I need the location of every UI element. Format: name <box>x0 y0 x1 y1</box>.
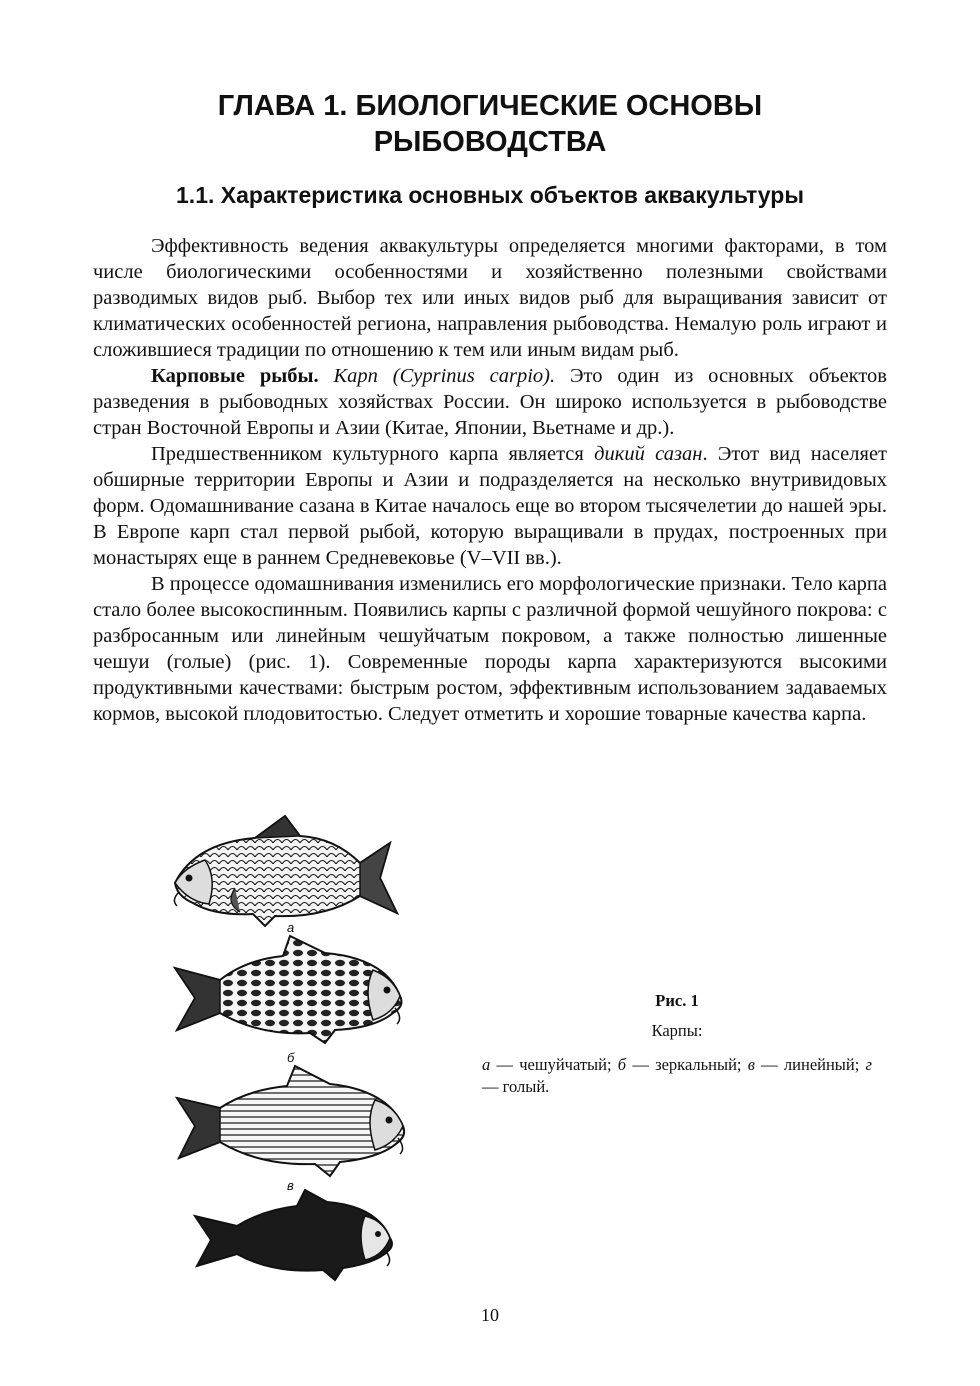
legend-a-text: — чешуйчатый; <box>490 1055 618 1074</box>
paragraph-2-bold: Карповые рыбы. <box>151 365 319 387</box>
carp-figure <box>165 808 410 1288</box>
carp-mirror-drawing <box>175 936 401 1043</box>
body-text <box>93 233 887 727</box>
figure-label-a: а <box>287 920 295 935</box>
section-title: 1.1. Характеристика основных объектов аквакультуры <box>176 182 804 208</box>
legend-d-letter: г <box>865 1055 872 1074</box>
legend-c-letter: в <box>747 1055 755 1074</box>
paragraph-3-italic: дикий сазан <box>594 443 703 465</box>
legend-b-letter: б <box>617 1055 627 1074</box>
paragraph-2-rest: Это один из основных объектов разведения в рыбоводных хозяйствах России. Он широко используется в рыбоводстве стран Восточной Европы и Азии (Китае, Японии, Вьетнаме и др.). <box>93 365 887 439</box>
legend-a-letter: а <box>482 1055 491 1074</box>
chapter-title <box>90 88 890 160</box>
figure-label-c: в <box>287 1178 294 1193</box>
paragraph-3 <box>93 441 887 571</box>
paragraph-2-italic: Карп (Cyprinus carpio). <box>333 365 556 387</box>
legend-b-text: — зеркальный; <box>626 1055 748 1074</box>
caption-legend <box>482 1054 872 1098</box>
caption-subtitle: Карпы: <box>651 1021 703 1040</box>
paragraph-4: В процессе одомашнивания изменились его морфологические признаки. Тело карпа стало более высокоспинным. Появились карпы с различной формой чешуйного покрова: с разбросанным или линейным чешуйчатым покровом, а также полностью лишенные чешуи (голые) (рис. 1). Современные породы карпа характеризуются высокими продуктивными качествами: быстрым ростом, эффективным использованием задаваемых кормов, высокой плодовитостью. Следует отметить и хорошие товарные качества карпа. <box>93 573 887 725</box>
paragraph-2 <box>93 363 887 441</box>
legend-d-text: — голый. <box>482 1077 550 1096</box>
page-number: 10 <box>481 1305 499 1325</box>
carp-scaled-drawing <box>174 816 397 926</box>
figure-caption <box>482 990 872 1098</box>
paragraph-1: Эффективность ведения аквакультуры определяется многими факторами, в том числе биологическими особенностями и хозяйственно полезными свойствами разводимых видов рыб. Выбор тех или иных видов рыб для выращивания зависит от климатических особенностей региона, направления рыбоводства. Немалую роль играют и сложившиеся традиции по отношению к тем или иным видам рыб. <box>93 235 887 361</box>
figure-label-b: б <box>287 1050 295 1065</box>
legend-c-text: — линейный; <box>754 1055 866 1074</box>
carp-naked-drawing <box>195 1190 392 1280</box>
chapter-title-line2: РЫБОВОДСТВА <box>373 126 607 158</box>
paragraph-3-rest: . Этот вид населяет обширные территории Европы и Азии и подразделяется на несколько внутривидовых форм. Одомашнивание сазана в Китае началось еще во втором тысячелетии до нашей эры. В Европе карп стал первой рыбой, которую выращивали в прудах, построенных при монастырях еще в раннем Средневековье (V–VII вв.). <box>93 443 887 569</box>
chapter-title-line1: ГЛАВА 1. БИОЛОГИЧЕСКИЕ ОСНОВЫ <box>217 90 763 122</box>
carp-linear-drawing <box>177 1066 404 1176</box>
caption-title: Рис. 1 <box>655 991 699 1010</box>
paragraph-3-start: Предшественником культурного карпа является <box>151 443 584 465</box>
